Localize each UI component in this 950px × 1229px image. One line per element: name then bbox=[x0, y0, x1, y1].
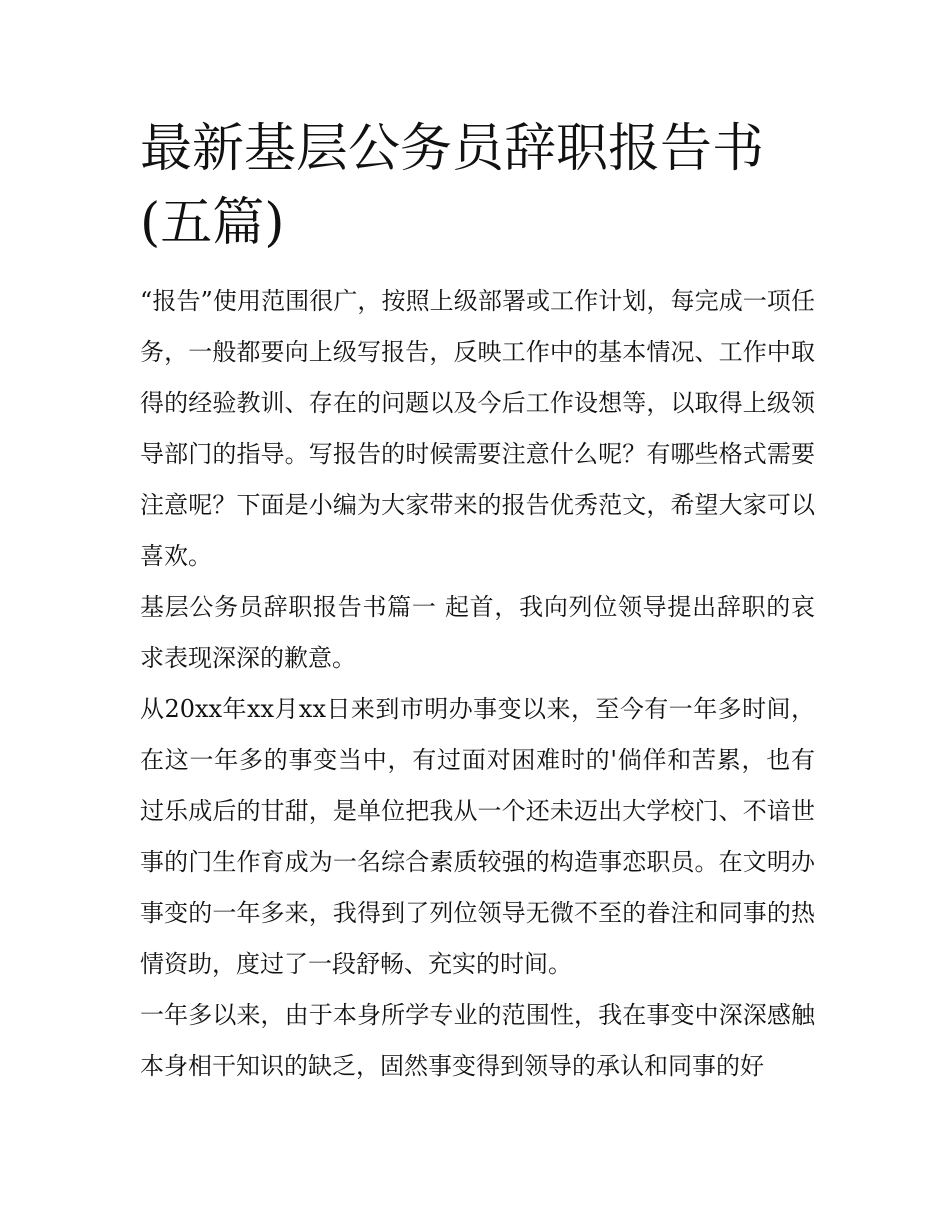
document-title: 最新基层公务员辞职报告书(五篇) bbox=[140, 119, 765, 253]
paragraph-intro: “报告”使用范围很广，按照上级部署或工作计划，每完成一项任务，一般都要向上级写报告，反映工作中的基本情况、工作中取得的经验教训、存在的问题以及今后工作设想等，以取得上级领导部门的指导。写报告的时候需要注意什么呢？有哪些格式需要注意呢？下面是小编为大家带来的报告优秀范文，希望大家可以喜欢。 bbox=[140, 287, 815, 570]
document-body bbox=[140, 276, 815, 1092]
paragraph-section-one-opening: 基层公务员辞职报告书篇一 起首，我向列位领导提出辞职的哀求表现深深的歉意。 bbox=[140, 593, 815, 672]
paragraph-work-history: 从20xx年xx月xx日来到市明办事变以来，至今有一年多时间，在这一年多的事变当中，有过面对困难时的'倘佯和苦累，也有过乐成后的甘甜，是单位把我从一个还未迈出大学校门、不谙世事的门生作育成为一名综合素质较强的构造事恋职员。在文明办事变的一年多来，我得到了列位领导无微不至的眷注和同事的热情资助，度过了一段舒畅、充实的时间。 bbox=[140, 695, 815, 978]
paragraph-reflection: 一年多以来，由于本身所学专业的范围性，我在事变中深深感触本身相干知识的缺乏，固然事变得到领导的承认和同事的好 bbox=[140, 1001, 815, 1080]
